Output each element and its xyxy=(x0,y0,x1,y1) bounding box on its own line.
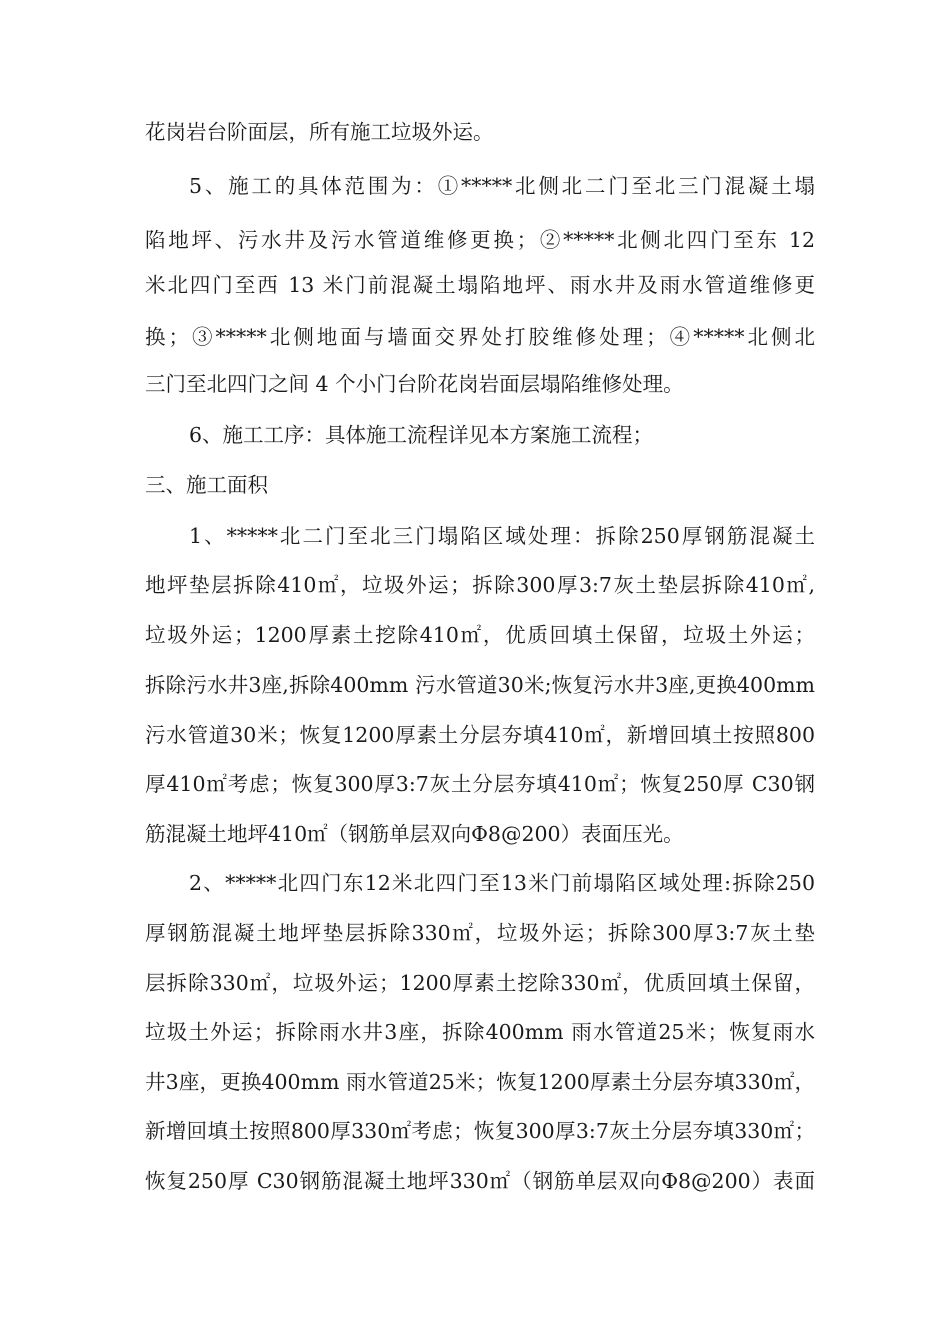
text-line: 三门至北四门之间 4 个小门台阶花岗岩面层塌陷维修处理。 xyxy=(145,372,684,396)
text-line: 1、*****北二门至北三门塌陷区域处理：拆除250厚钢筋混凝土 xyxy=(189,524,815,548)
text-line: 米北四门至西 13 米门前混凝土塌陷地坪、雨水井及雨水管道维修更 xyxy=(145,273,815,297)
text-line: 换；③*****北侧地面与墙面交界处打胶维修处理；④*****北侧北 xyxy=(145,325,815,349)
text-line: 地坪垫层拆除410㎡，垃圾外运；拆除300厚3:7灰土垫层拆除410㎡, xyxy=(145,573,815,597)
text-line: 垃圾土外运；拆除雨水井3座，拆除400mm 雨水管道25米；恢复雨水 xyxy=(145,1020,815,1044)
text-line: 拆除污水井3座,拆除400mm 污水管道30米;恢复污水井3座,更换400mm xyxy=(145,673,815,697)
text-line: 井3座，更换400mm 雨水管道25米；恢复1200厚素土分层夯填330㎡， xyxy=(145,1070,815,1094)
text-line: 陷地坪、污水井及污水管道维修更换；②*****北侧北四门至东 12 xyxy=(145,228,815,252)
text-line: 垃圾外运；1200厚素土挖除410㎡，优质回填土保留，垃圾土外运； xyxy=(145,623,815,647)
text-line: 新增回填土按照800厚330㎡考虑；恢复300厚3:7灰土分层夯填330㎡； xyxy=(145,1119,815,1143)
text-line: 厚410㎡考虑；恢复300厚3:7灰土分层夯填410㎡；恢复250厚 C30钢 xyxy=(145,772,815,796)
section-heading: 三、施工面积 xyxy=(145,473,268,497)
text-line: 污水管道30米；恢复1200厚素土分层夯填410㎡，新增回填土按照800 xyxy=(145,723,815,747)
text-line: 恢复250厚 C30钢筋混凝土地坪330㎡（钢筋单层双向Φ8@200）表面 xyxy=(145,1169,815,1193)
text-line: 5、施工的具体范围为：①*****北侧北二门至北三门混凝土塌 xyxy=(189,174,815,198)
text-line: 6、施工工序：具体施工流程详见本方案施工流程； xyxy=(189,423,654,447)
text-line: 筋混凝土地坪410㎡（钢筋单层双向Φ8@200）表面压光。 xyxy=(145,822,684,846)
text-line: 花岗岩台阶面层，所有施工垃圾外运。 xyxy=(145,120,494,144)
text-line: 层拆除330㎡，垃圾外运；1200厚素土挖除330㎡，优质回填土保留， xyxy=(145,971,815,995)
text-line: 厚钢筋混凝土地坪垫层拆除330㎡，垃圾外运；拆除300厚3:7灰土垫 xyxy=(145,921,815,945)
text-line: 2、*****北四门东12米北四门至13米门前塌陷区域处理:拆除250 xyxy=(189,871,815,895)
